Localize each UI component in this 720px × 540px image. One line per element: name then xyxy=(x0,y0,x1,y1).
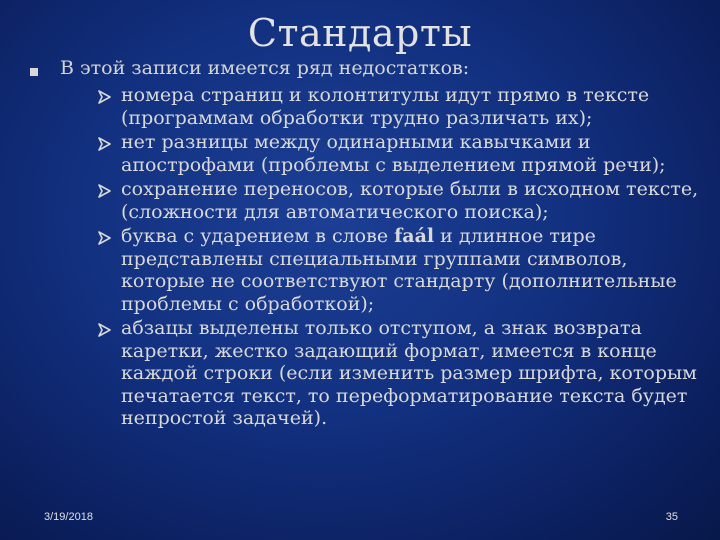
list-item-text: номера страниц и колонтитулы идут прямо в тексте (программам обработки трудно различать их); xyxy=(121,84,650,129)
list-item-text: буква с ударением в слове faál и длинное тире представлены специальными группами символов, которые не соответствуют стандарту (дополнительные проблемы с обработкой); xyxy=(121,225,677,315)
list-item xyxy=(98,317,700,430)
arrow-bullet-icon xyxy=(98,184,111,198)
footer-date: 3/19/2018 xyxy=(44,511,93,523)
list-item-text: абзацы выделены только отступом, а знак возврата каретки, жестко задающий формат, имеется в конце каждой строки (если изменить размер шрифта, которым печатается текст, то переформатирование текста будет непростой задачей). xyxy=(121,317,697,429)
main-bullet xyxy=(30,56,700,432)
slide-title: Стандарты xyxy=(247,11,473,55)
list-item xyxy=(98,225,700,315)
arrow-bullet-icon xyxy=(98,323,111,337)
arrow-bullet-icon xyxy=(98,137,111,151)
main-bullet-row xyxy=(30,56,700,432)
list-item xyxy=(98,84,700,129)
list-item xyxy=(98,131,700,176)
list-item xyxy=(98,178,700,223)
list-item-text: сохранение переносов, которые были в исходном тексте, (сложности для автоматического поиска); xyxy=(121,178,699,223)
page-number: 35 xyxy=(665,511,678,523)
intro-text: В этой записи имеется ряд недостатков: xyxy=(60,57,470,79)
arrow-bullet-icon xyxy=(98,90,111,104)
list-item-text: нет разницы между одинарными кавычками и апострофами (проблемы с выделением прямой речи); xyxy=(121,131,666,176)
arrow-bullet-icon xyxy=(98,231,111,245)
sub-bullet-list xyxy=(60,84,700,430)
square-bullet-icon xyxy=(30,68,38,76)
